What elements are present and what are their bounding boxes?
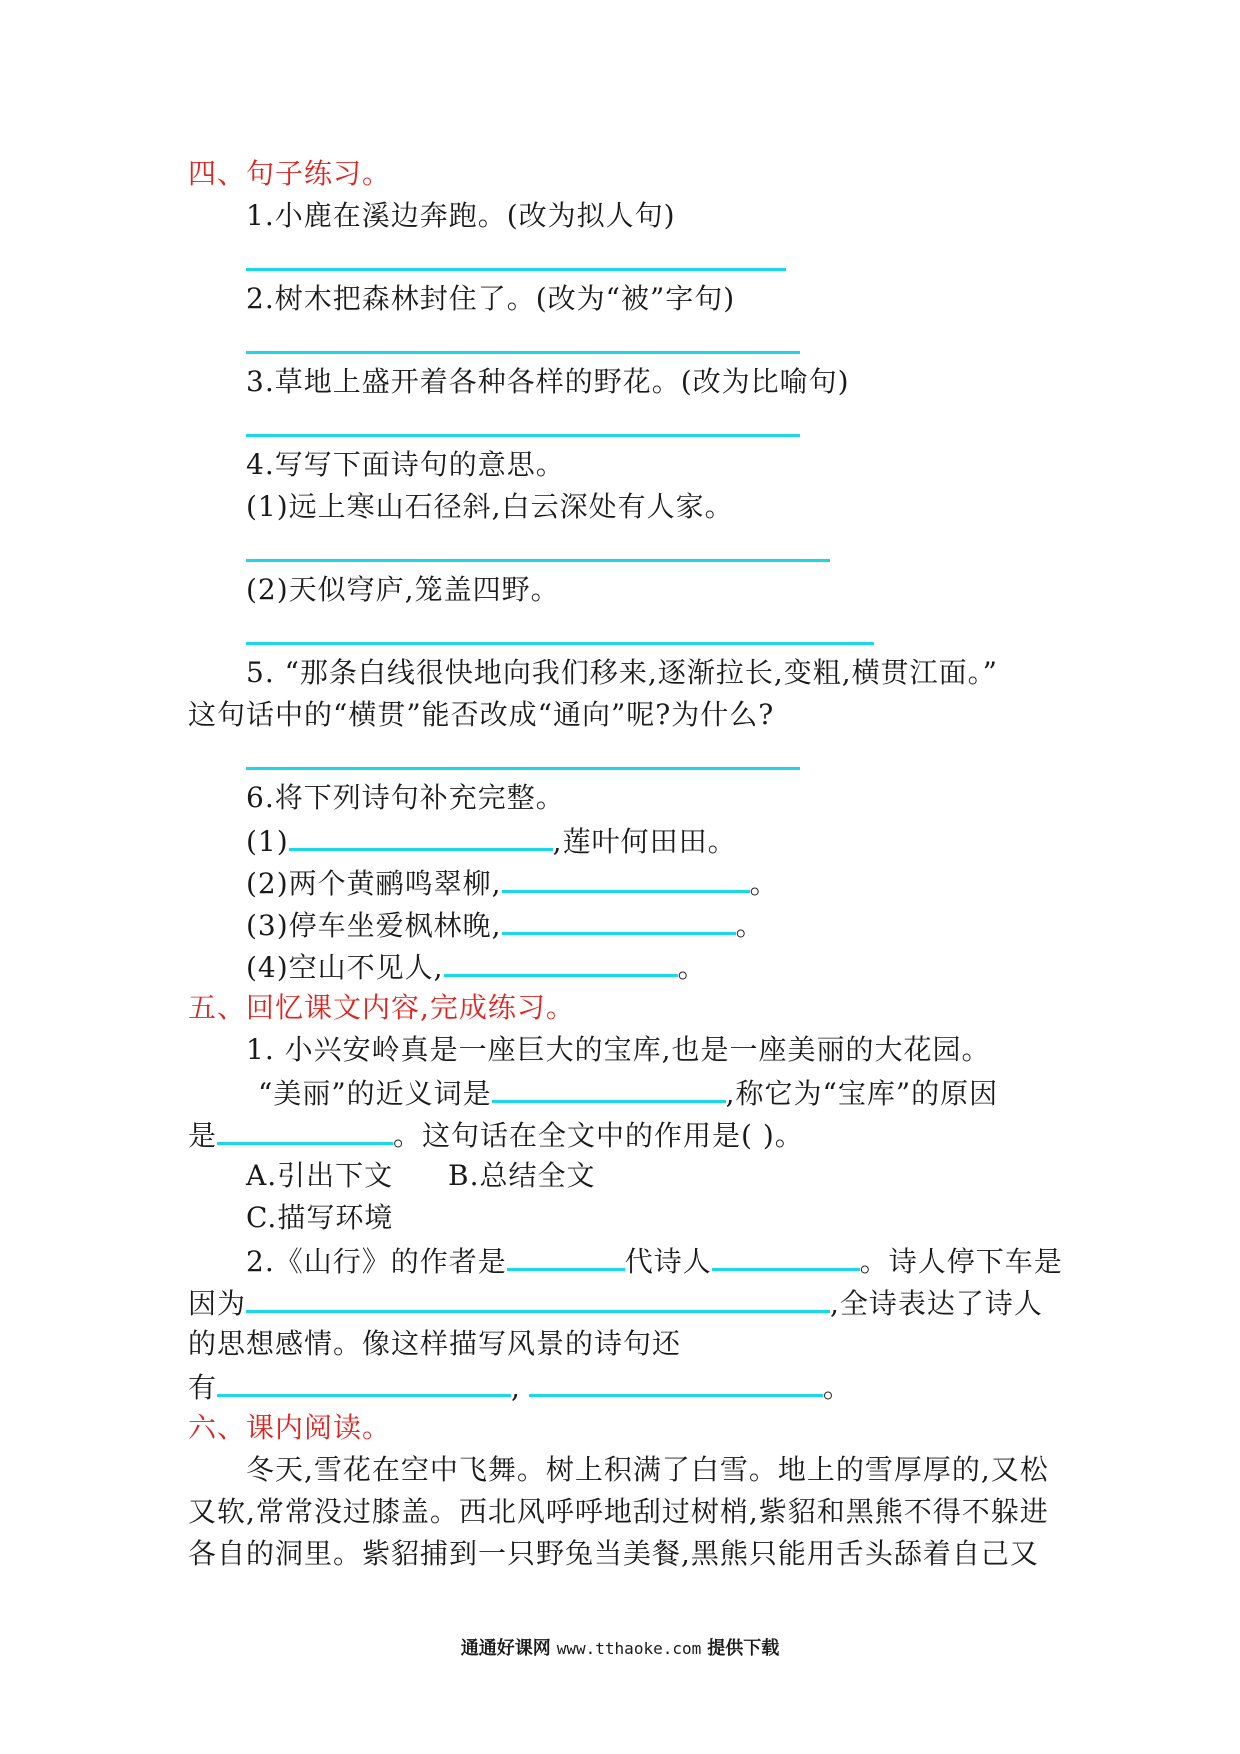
q6-4-period: 。 [677, 951, 707, 984]
question-5-1-line1: 1. 小兴安岭真是一座巨大的宝库,也是一座美丽的大花园。 [246, 1033, 991, 1066]
blank-5-2-dynasty[interactable] [507, 1240, 625, 1271]
blank-5-1-synonym[interactable] [492, 1072, 726, 1103]
question-5-2-line4 [188, 1366, 852, 1408]
question-5-2-line1 [246, 1240, 1063, 1282]
blank-5-2-poet[interactable] [712, 1240, 860, 1271]
blank-4-6-4[interactable] [444, 946, 678, 977]
answer-line-4-5[interactable] [246, 767, 800, 770]
section-6-heading: 六、课内阅读。 [188, 1411, 392, 1444]
answer-line-4-2[interactable] [246, 351, 800, 354]
blank-4-6-2[interactable] [502, 862, 750, 893]
option-a[interactable]: A.引出下文 [246, 1159, 394, 1192]
question-5-1-line3 [188, 1114, 804, 1156]
q5-2-comma: , [511, 1371, 521, 1404]
q6-2-period: 。 [749, 867, 779, 900]
question-4-4-2: (2)天似穹庐,笼盖四野。 [246, 573, 560, 606]
blank-4-6-3[interactable] [502, 904, 736, 935]
q6-3-period: 。 [735, 909, 765, 942]
q5-1-synonym-prefix: “美丽”的近义词是 [258, 1077, 492, 1110]
option-c[interactable]: C.描写环境 [246, 1201, 394, 1234]
page-footer [0, 1636, 1240, 1662]
question-4-4: 4.写写下面诗句的意思。 [246, 448, 565, 481]
q5-2-stop-text: 。诗人停下车是 [859, 1245, 1063, 1278]
question-4-6-2 [246, 862, 779, 904]
reading-passage-line2: 又软,常常没过膝盖。西北风呼呼地刮过树梢,紫貂和黑熊不得不躲进 [188, 1495, 1049, 1528]
question-4-6-3 [246, 904, 765, 946]
q5-2-because-prefix: 因为 [188, 1287, 247, 1320]
question-4-6-4 [246, 946, 707, 988]
section-5-heading: 五、回忆课文内容,完成练习。 [188, 991, 575, 1024]
q6-3-prefix: (3)停车坐爱枫林晚, [246, 909, 502, 942]
question-4-2: 2.树木把森林封住了。(改为“被”字句) [246, 282, 736, 315]
section-4-heading: 四、句子练习。 [188, 157, 392, 190]
question-4-1: 1.小鹿在溪边奔跑。(改为拟人句) [246, 199, 676, 232]
question-4-6: 6.将下列诗句补充完整。 [246, 781, 565, 814]
answer-line-4-4-1[interactable] [246, 559, 830, 562]
option-b[interactable]: B.总结全文 [448, 1159, 596, 1192]
blank-5-2-because[interactable] [246, 1282, 830, 1313]
q5-2-author-prefix: 2.《山行》的作者是 [246, 1245, 507, 1278]
question-5-2-line3: 的思想感情。像这样描写风景的诗句还 [188, 1327, 682, 1360]
question-4-6-1 [246, 820, 737, 862]
q6-1-suffix: ,莲叶何田田。 [552, 825, 737, 858]
q5-2-because-suffix: ,全诗表达了诗人 [830, 1287, 1043, 1320]
q5-2-dynasty-suffix: 代诗人 [624, 1245, 712, 1278]
reading-passage-line1: 冬天,雪花在空中飞舞。树上积满了白雪。地上的雪厚厚的,又松 [246, 1453, 1049, 1486]
blank-5-2-poem-1[interactable] [217, 1366, 511, 1397]
footer-tail: 提供下载 [707, 1638, 780, 1659]
question-5-2-line2 [188, 1282, 1043, 1324]
q5-2-also-prefix: 有 [188, 1371, 218, 1404]
question-4-5-line2: 这句话中的“横贯”能否改成“通向”呢?为什么? [188, 698, 775, 731]
question-4-4-1: (1)远上寒山石径斜,白云深处有人家。 [246, 490, 734, 523]
blank-4-6-1[interactable] [289, 820, 553, 851]
q5-1-synonym-suffix: ,称它为“宝库”的原因 [725, 1077, 999, 1110]
answer-line-4-4-2[interactable] [246, 642, 874, 645]
q5-1-reason-prefix: 是 [188, 1119, 218, 1152]
question-4-3: 3.草地上盛开着各种各样的野花。(改为比喻句) [246, 365, 850, 398]
q5-1-reason-suffix: 。这句话在全文中的作用是( )。 [393, 1119, 804, 1152]
footer-site-name: 通通好课网 [460, 1638, 551, 1659]
answer-line-4-1[interactable] [246, 268, 786, 271]
question-4-5-line1: 5. “那条白线很快地向我们移来,逐渐拉长,变粗,横贯江面。” [246, 656, 998, 689]
question-5-1-line2 [258, 1072, 998, 1114]
reading-passage-line3: 各自的洞里。紫貂捕到一只野兔当美餐,黑熊只能用舌头舔着自己又 [188, 1537, 1039, 1570]
answer-line-4-3[interactable] [246, 434, 800, 437]
blank-5-2-poem-2[interactable] [529, 1366, 823, 1397]
q6-4-prefix: (4)空山不见人, [246, 951, 444, 984]
blank-5-1-reason[interactable] [217, 1114, 393, 1145]
q5-2-period: 。 [822, 1371, 852, 1404]
footer-url[interactable]: www.tthaoke.com [556, 1639, 702, 1658]
q6-1-prefix: (1) [246, 825, 289, 858]
q6-2-prefix: (2)两个黄鹂鸣翠柳, [246, 867, 502, 900]
